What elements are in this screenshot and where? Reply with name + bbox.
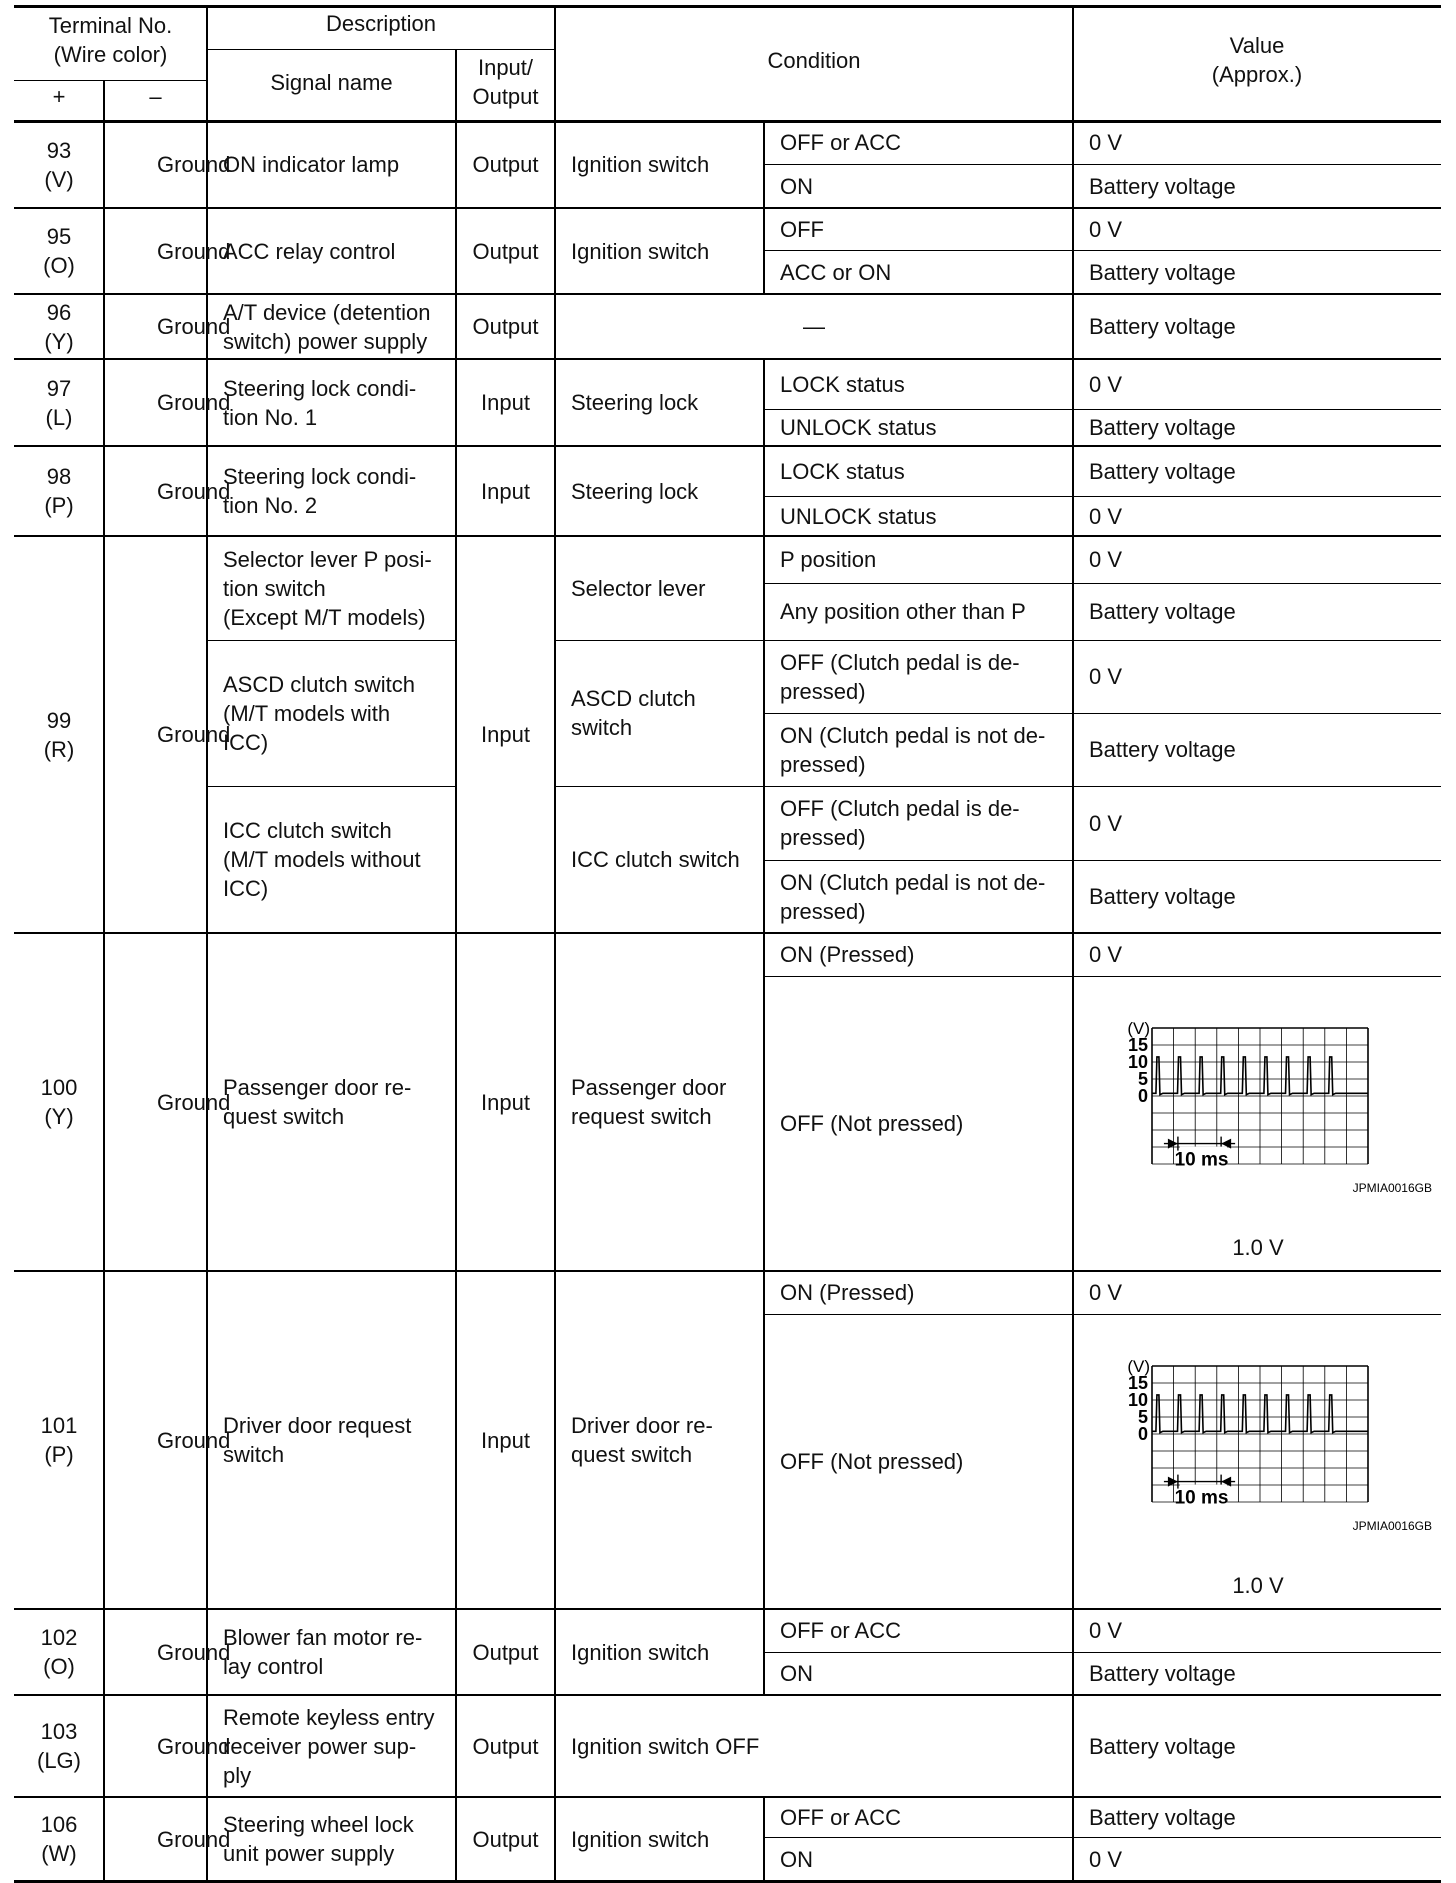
table-rule	[103, 80, 104, 121]
table-rule	[764, 164, 1441, 165]
sub-condition: ACC or ON	[780, 259, 892, 285]
terminal-number: 103	[40, 1719, 78, 1744]
signal-name: Steering lock condi-	[223, 464, 417, 489]
sub-condition: OFF (Not pressed)	[780, 1449, 964, 1474]
value-header: Value	[1229, 33, 1285, 58]
y-tick-label: 10	[1127, 1052, 1148, 1072]
ground-cell: Ground	[157, 1427, 231, 1453]
signal-name: Remote keyless entry	[223, 1704, 435, 1730]
value-cell: 0 V	[1089, 547, 1123, 572]
ground-cell: Ground	[157, 1826, 231, 1852]
ground-cell: Ground	[157, 238, 231, 264]
table-rule	[764, 1314, 1441, 1315]
terminal-number: (P)	[44, 1442, 74, 1467]
value-cell: 0 V	[1089, 371, 1123, 397]
table-rule	[554, 208, 555, 294]
waveform-graph	[1110, 1016, 1440, 1196]
terminal-number: (Y)	[44, 328, 74, 354]
table-rule	[1072, 446, 1073, 536]
value-header: (Approx.)	[1211, 62, 1303, 87]
table-rule	[207, 49, 555, 50]
value-cell: 1.0 V	[1232, 1572, 1284, 1598]
condition-cell: ASCD clutch	[571, 686, 696, 711]
signal-name: ICC)	[223, 876, 269, 901]
value-cell: 0 V	[1089, 216, 1123, 242]
table-rule	[1072, 933, 1073, 1271]
signal-name: tion No. 2	[223, 493, 318, 518]
waveform-figure	[1110, 1016, 1440, 1196]
terminal-number: (LG)	[37, 1748, 81, 1773]
terminal-number: (V)	[44, 166, 74, 192]
table-rule	[554, 1797, 555, 1881]
table-rule	[207, 640, 456, 641]
signal-name: (Except M/T models)	[223, 604, 426, 630]
signal-name: Steering wheel lock	[223, 1812, 414, 1837]
condition-cell: request switch	[571, 1104, 712, 1129]
io-cell: Output	[472, 1639, 539, 1665]
table-rule	[14, 1270, 1441, 1271]
y-unit-label: (V)	[1127, 1019, 1150, 1038]
io-cell: Input	[481, 1089, 530, 1115]
sub-condition: ON	[780, 173, 813, 199]
sub-condition: ON	[780, 1846, 813, 1872]
table-rule	[14, 535, 1441, 536]
table-rule	[103, 1797, 104, 1881]
table-rule	[14, 207, 1441, 208]
condition-cell: Ignition switch	[571, 1826, 710, 1852]
table-rule	[763, 536, 764, 640]
sub-condition: OFF or ACC	[780, 1804, 902, 1830]
table-rule	[764, 409, 1441, 410]
condition-cell: Ignition switch	[571, 238, 710, 264]
figure-code: JPMIA0016GB	[1352, 1519, 1432, 1533]
table-rule	[763, 1797, 764, 1881]
condition-cell: Driver door re-	[571, 1413, 713, 1438]
sub-condition: OFF (Clutch pedal is de-	[780, 796, 1020, 821]
terminal-header: (Wire color)	[53, 42, 168, 67]
table-rule	[14, 120, 1441, 123]
signal-name: ICC clutch switch	[223, 818, 392, 843]
table-rule	[554, 933, 555, 1271]
ground-cell: Ground	[157, 1089, 231, 1115]
table-rule	[103, 1271, 104, 1609]
table-rule	[554, 121, 555, 208]
table-rule	[554, 359, 555, 446]
figure-code: JPMIA0016GB	[1352, 1181, 1432, 1195]
table-rule	[1072, 294, 1073, 359]
table-rule	[103, 359, 104, 446]
table-rule	[455, 1271, 456, 1609]
value-cell: 0 V	[1089, 1618, 1123, 1643]
y-tick-label: 0	[1137, 1424, 1148, 1444]
io-cell: Input	[481, 478, 530, 504]
table-rule	[455, 121, 456, 208]
value-cell: Battery voltage	[1089, 415, 1236, 440]
terminal-number: 102	[40, 1625, 78, 1650]
condition-cell: switch	[571, 715, 633, 740]
value-cell: 0 V	[1089, 664, 1123, 689]
sub-condition: Any position other than P	[780, 599, 1026, 624]
signal-name: switch) power supply	[223, 328, 428, 354]
value-cell: Battery voltage	[1089, 884, 1236, 909]
sub-condition: pressed)	[780, 678, 866, 704]
io-cell: Output	[472, 1733, 539, 1759]
signal-name: (M/T models without	[223, 847, 421, 872]
table-rule	[554, 1609, 555, 1695]
signal-name: Blower fan motor re-	[223, 1625, 423, 1650]
y-unit-label: (V)	[1127, 1357, 1150, 1376]
signal-name: quest switch	[223, 1104, 345, 1129]
condition-cell: Steering lock	[571, 478, 699, 504]
signal-name: Selector lever P posi-	[223, 546, 432, 572]
value-cell: 1.0 V	[1232, 1234, 1284, 1260]
sub-condition: P position	[780, 547, 877, 572]
signal-name-header: Signal name	[270, 69, 393, 95]
waveform-graph	[1110, 1354, 1440, 1534]
table-rule	[764, 1652, 1441, 1653]
y-tick-label: 15	[1127, 1373, 1148, 1393]
plus-header: +	[52, 83, 66, 109]
sub-condition: OFF (Not pressed)	[780, 1111, 964, 1136]
sub-condition: ON	[780, 1661, 813, 1686]
table-rule	[14, 932, 1441, 933]
table-rule	[763, 359, 764, 446]
signal-name: ASCD clutch switch	[223, 671, 415, 697]
terminal-number: (P)	[44, 493, 74, 518]
table-rule	[14, 1694, 1441, 1695]
sub-condition: OFF or ACC	[780, 130, 902, 155]
table-rule	[764, 713, 1441, 714]
table-rule	[764, 1837, 1441, 1838]
table-rule	[1072, 208, 1073, 294]
table-rule	[1072, 536, 1073, 933]
table-rule	[764, 976, 1441, 977]
io-cell: Input	[481, 390, 530, 415]
condition-cell: ICC clutch switch	[571, 847, 740, 872]
table-rule	[14, 80, 207, 81]
signal-name: tion switch	[223, 575, 326, 601]
table-rule	[455, 1609, 456, 1695]
value-cell: Battery voltage	[1089, 1661, 1236, 1686]
y-tick-label: 5	[1137, 1069, 1148, 1089]
value-cell: 0 V	[1089, 942, 1123, 967]
table-rule	[455, 933, 456, 1271]
condition-cell: Ignition switch	[571, 152, 710, 177]
input-output-header: Input/	[477, 55, 534, 80]
terminal-number: 93	[46, 137, 72, 163]
terminal-number: 95	[46, 224, 72, 249]
table-rule	[1072, 1271, 1073, 1609]
waveform-figure	[1110, 1354, 1440, 1534]
table-rule	[14, 358, 1441, 359]
terminal-number: (O)	[43, 1654, 75, 1679]
table-rule	[14, 1880, 1441, 1883]
table-rule	[206, 6, 207, 121]
table-rule	[14, 293, 1441, 294]
value-cell: Battery voltage	[1089, 1804, 1236, 1830]
table-rule	[207, 786, 456, 787]
y-tick-label: 10	[1127, 1390, 1148, 1410]
table-rule	[554, 6, 555, 121]
signal-name: unit power supply	[223, 1841, 395, 1866]
table-rule	[763, 208, 764, 294]
time-scale-label: 10 ms	[1174, 1149, 1229, 1171]
table-rule	[103, 294, 104, 359]
condition-cell: quest switch	[571, 1442, 693, 1467]
condition-cell: Ignition switch	[571, 1639, 710, 1665]
value-cell: 0 V	[1089, 1846, 1123, 1872]
sub-condition: UNLOCK status	[780, 415, 937, 440]
value-cell: Battery voltage	[1089, 458, 1236, 484]
table-rule	[103, 121, 104, 208]
table-rule	[764, 860, 1441, 861]
sub-condition: LOCK status	[780, 371, 905, 397]
io-cell: Input	[481, 722, 530, 747]
table-rule	[555, 786, 1441, 787]
input-output-header: Output	[472, 84, 539, 109]
table-rule	[1072, 6, 1073, 121]
io-cell: Output	[472, 152, 539, 177]
io-cell: Output	[472, 238, 539, 264]
value-cell: Battery voltage	[1089, 314, 1236, 339]
signal-name: ON indicator lamp	[223, 152, 400, 177]
sub-condition: OFF or ACC	[780, 1618, 902, 1643]
terminal-number: 98	[46, 464, 72, 489]
signal-name: tion No. 1	[223, 404, 318, 430]
terminal-number: (O)	[43, 253, 75, 278]
table-rule	[103, 1695, 104, 1797]
sub-condition: OFF	[780, 216, 824, 242]
condition-cell: Passenger door	[571, 1075, 727, 1100]
table-rule	[455, 208, 456, 294]
terminal-header: Terminal No.	[48, 13, 173, 38]
table-rule	[764, 583, 1441, 584]
ground-cell: Ground	[157, 1639, 231, 1665]
table-rule	[763, 446, 764, 536]
condition-cell: Ignition switch OFF	[571, 1733, 760, 1759]
description-header: Description	[325, 10, 437, 36]
terminal-number: (R)	[43, 736, 75, 762]
table-rule	[14, 1796, 1441, 1797]
sub-condition: ON (Pressed)	[780, 1280, 915, 1305]
io-cell: Output	[472, 314, 539, 339]
signal-name: Passenger door re-	[223, 1075, 412, 1100]
table-rule	[1072, 1797, 1073, 1881]
table-rule	[554, 1695, 555, 1797]
sub-condition: pressed)	[780, 898, 866, 924]
table-rule	[554, 294, 555, 359]
table-rule	[554, 536, 555, 933]
table-rule	[763, 933, 764, 1271]
table-rule	[763, 1271, 764, 1609]
y-tick-label: 0	[1137, 1086, 1148, 1106]
table-rule	[455, 1797, 456, 1881]
terminal-number: (W)	[41, 1841, 77, 1866]
condition-cell: Selector lever	[571, 575, 706, 601]
y-tick-label: 15	[1127, 1035, 1148, 1055]
ground-cell: Ground	[157, 478, 231, 504]
sub-condition: ON (Clutch pedal is not de-	[780, 869, 1046, 895]
table-rule	[14, 445, 1441, 446]
table-rule	[1072, 1695, 1073, 1797]
terminal-number: 97	[46, 375, 72, 401]
ground-cell: Ground	[157, 1733, 231, 1759]
value-cell: Battery voltage	[1089, 599, 1236, 624]
table-rule	[455, 446, 456, 536]
table-rule	[455, 49, 456, 121]
time-scale-label: 10 ms	[1174, 1487, 1229, 1509]
table-rule	[14, 1608, 1441, 1609]
value-cell: 0 V	[1089, 503, 1123, 529]
sub-condition: UNLOCK status	[780, 503, 937, 529]
table-rule	[103, 536, 104, 933]
table-rule	[455, 294, 456, 359]
sub-condition: pressed)	[780, 751, 866, 777]
sub-condition: ON (Clutch pedal is not de-	[780, 722, 1046, 748]
terminal-number: (Y)	[44, 1104, 74, 1129]
value-cell: Battery voltage	[1089, 259, 1236, 285]
table-rule	[103, 933, 104, 1271]
terminal-number: 96	[46, 299, 72, 325]
table-rule	[14, 5, 1441, 8]
terminal-number: 106	[40, 1812, 78, 1837]
ground-cell: Ground	[157, 152, 231, 177]
table-rule	[764, 496, 1441, 497]
table-rule	[455, 536, 456, 933]
value-cell: Battery voltage	[1089, 1733, 1236, 1759]
ground-cell: Ground	[157, 390, 231, 415]
table-rule	[455, 359, 456, 446]
table-rule	[554, 1271, 555, 1609]
signal-name: A/T device (detention	[223, 299, 431, 325]
signal-name: (M/T models with	[223, 700, 391, 726]
table-rule	[764, 250, 1441, 251]
terminal-number: 100	[40, 1075, 78, 1100]
sub-condition: pressed)	[780, 825, 866, 850]
condition-cell: Steering lock	[571, 390, 699, 415]
sub-condition: OFF (Clutch pedal is de-	[780, 649, 1020, 675]
condition-header: Condition	[767, 47, 861, 73]
terminal-number: 101	[40, 1413, 78, 1438]
signal-name: ply	[223, 1762, 252, 1788]
sub-condition: ON (Pressed)	[780, 942, 915, 967]
signal-name: lay control	[223, 1654, 324, 1679]
table-rule	[455, 1695, 456, 1797]
value-cell: 0 V	[1089, 1280, 1123, 1305]
io-cell: Output	[472, 1826, 539, 1852]
signal-name: switch	[223, 1442, 285, 1467]
ground-cell: Ground	[157, 314, 231, 339]
signal-name: Driver door request	[223, 1413, 412, 1438]
ground-cell: Ground	[157, 722, 231, 747]
terminal-number: 99	[46, 707, 72, 733]
value-cell: 0 V	[1089, 810, 1123, 836]
terminal-number: (L)	[45, 404, 73, 430]
y-tick-label: 5	[1137, 1407, 1148, 1427]
table-rule	[103, 1609, 104, 1695]
table-rule	[103, 446, 104, 536]
table-rule	[1072, 359, 1073, 446]
sub-condition: LOCK status	[780, 458, 905, 484]
minus-header: –	[149, 83, 162, 109]
signal-name: Steering lock condi-	[223, 375, 417, 401]
table-rule	[555, 640, 1441, 641]
signal-name: ICC)	[223, 729, 269, 755]
value-cell: Battery voltage	[1089, 173, 1236, 199]
condition-cell: —	[803, 314, 825, 339]
signal-name: receiver power sup-	[223, 1733, 417, 1759]
table-rule	[554, 446, 555, 536]
io-cell: Input	[481, 1427, 530, 1453]
value-cell: 0 V	[1089, 130, 1123, 155]
signal-name: ACC relay control	[223, 238, 396, 264]
value-cell: Battery voltage	[1089, 737, 1236, 762]
table-rule	[103, 208, 104, 294]
